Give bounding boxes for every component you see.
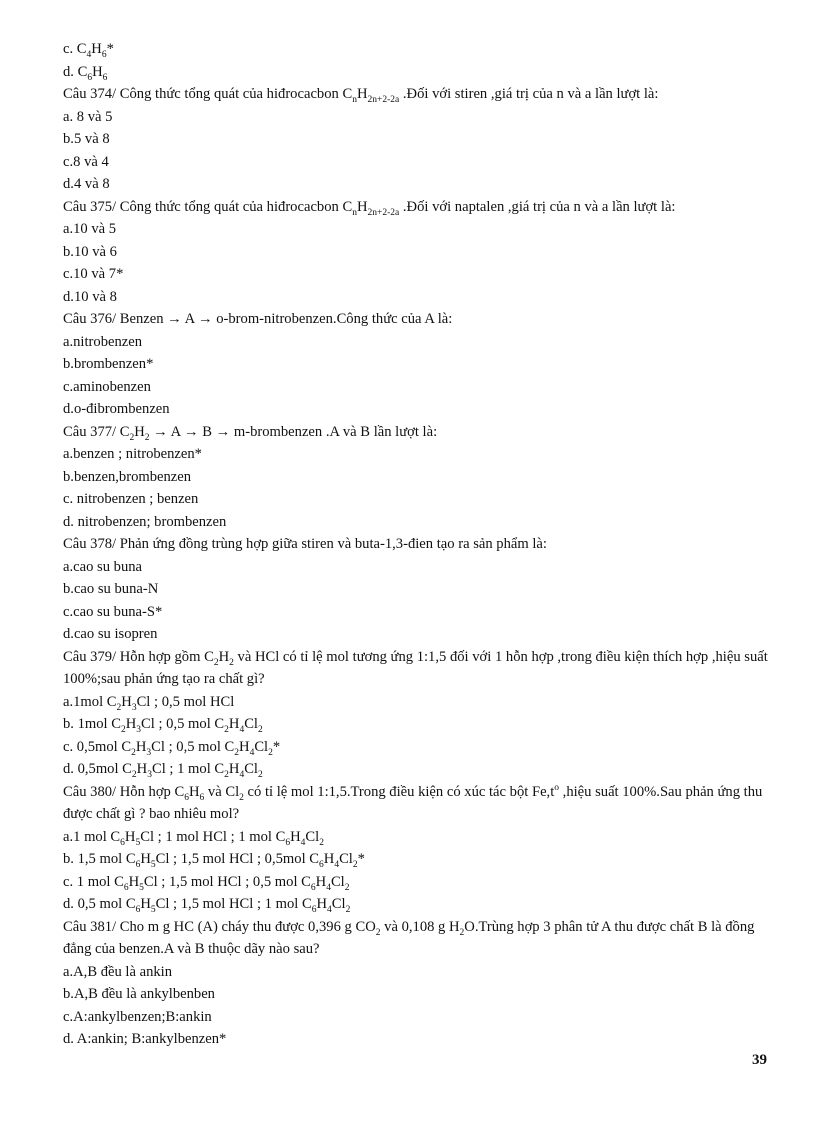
- text-run: H: [315, 873, 327, 890]
- text-run: H: [323, 851, 335, 867]
- text-run: .Đối với stiren ,giá trị của n và a lần lượt là:: [399, 86, 659, 102]
- subscript: 3: [131, 702, 137, 713]
- subscript: 2: [268, 747, 273, 758]
- subscript: 3: [147, 769, 152, 780]
- subscript: 6: [319, 859, 324, 870]
- text-run: Cl ; 1,5 mol HCl ; 0,5mol C: [155, 851, 320, 867]
- text-run: H: [140, 851, 151, 867]
- text-run: Cl: [305, 828, 320, 845]
- text-run: Câu 375/ Công thức tổng quát của hiđrocacbon C: [63, 198, 353, 215]
- text-run: H: [290, 828, 301, 845]
- answer-option: [63, 1028, 783, 1051]
- text-run: H: [128, 873, 140, 890]
- subscript: 5: [150, 859, 156, 870]
- text-run: d. 0,5mol C: [63, 761, 132, 777]
- text-run: H: [356, 198, 368, 215]
- answer-option: [63, 511, 783, 534]
- text-run: b. 1mol C: [63, 716, 121, 732]
- text-run: b. 1,5 mol C: [63, 851, 136, 867]
- subscript: 6: [120, 837, 125, 848]
- text-run: *: [106, 41, 114, 57]
- text-run: a.1mol C: [63, 693, 117, 710]
- answer-option: [63, 758, 783, 781]
- subscript: 2: [116, 702, 122, 713]
- answer-option: [63, 263, 783, 286]
- text-run: Câu 376/ Benzen → A → o-brom-nitrobenzen.Công thức của A là:: [63, 311, 453, 327]
- answer-option: [63, 173, 783, 196]
- text-run: d.4 và 8: [63, 176, 110, 192]
- subscript: 6: [311, 904, 317, 915]
- text-run: có tỉ lệ mol 1:1,5.Trong điều kiện có xúc tác bột Fe,t: [243, 783, 555, 800]
- subscript: 4: [239, 724, 245, 735]
- text-run: Cl ; 0,5 mol C: [141, 716, 225, 732]
- subscript: 6: [123, 882, 129, 893]
- text-run: → A → B → m-brombenzen .A và B lần lượt là:: [149, 423, 438, 440]
- text-run: c. C: [63, 41, 87, 57]
- text-run: ,hiệu suất 100%.Sau phản ứng thu được chất gì ? bao nhiêu mol?: [63, 783, 763, 822]
- answer-option: [63, 128, 783, 151]
- subscript: 2: [131, 747, 136, 758]
- subscript: 6: [135, 859, 141, 870]
- text-run: Câu 379/ Hỗn hợp gồm C: [63, 648, 214, 665]
- question-stem: [63, 83, 783, 106]
- subscript: 2: [319, 837, 324, 848]
- answer-option: [63, 38, 783, 61]
- text-run: Câu 374/ Công thức tổng quát của hiđrocacbon C: [63, 86, 353, 102]
- answer-option: [63, 218, 783, 241]
- text-run: và HCl có tỉ lệ mol tương ứng 1:1,5 đối với 1 hỗn hợp ,trong điều kiện thích hợp ,hiệu suất 100%;sau phản ứng tạo ra chất gì?: [63, 648, 768, 687]
- text-run: b.brombenzen*: [63, 356, 154, 372]
- subscript: 4: [86, 49, 92, 60]
- text-run: a. 8 và 5: [63, 108, 113, 125]
- question-stem: [63, 781, 783, 826]
- page-number: 39: [752, 1052, 767, 1068]
- subscript: 6: [102, 72, 108, 83]
- text-run: d. nitrobenzen; brombenzen: [63, 513, 227, 530]
- subscript: 6: [135, 904, 141, 915]
- answer-option: [63, 601, 783, 624]
- text-run: Câu 380/ Hỗn hợp C: [63, 783, 185, 800]
- subscript: 4: [300, 837, 306, 848]
- subscript: 2: [258, 724, 263, 735]
- subscript: 2: [352, 859, 358, 870]
- subscript: 6: [310, 882, 316, 893]
- text-run: c. 0,5mol C: [63, 738, 132, 755]
- answer-option: [63, 286, 783, 309]
- text-run: a.1 mol C: [63, 828, 121, 845]
- answer-option: [63, 488, 783, 511]
- subscript: 5: [139, 882, 144, 893]
- text-run: Cl: [339, 851, 353, 867]
- text-run: *: [272, 738, 281, 755]
- text-run: a.benzen ; nitrobenzen*: [63, 446, 202, 462]
- subscript: 2: [345, 904, 351, 915]
- subscript: 6: [184, 792, 189, 803]
- text-run: H: [134, 423, 145, 440]
- subscript: 6: [101, 49, 107, 60]
- answer-option: [63, 556, 783, 579]
- text-run: H: [356, 86, 368, 102]
- subscript: 4: [327, 904, 332, 915]
- question-stem: [63, 533, 783, 556]
- text-run: Cl ; 1 mol HCl ; 1 mol C: [140, 828, 286, 845]
- question-stem: [63, 916, 783, 961]
- question-stem: [63, 646, 783, 691]
- text-run: H: [239, 738, 250, 755]
- text-run: c.aminobenzen: [63, 378, 151, 395]
- text-run: Câu 377/ C: [63, 423, 130, 440]
- superscript: o: [554, 782, 560, 793]
- answer-option: [63, 871, 783, 894]
- subscript: 2n+2-2a: [367, 207, 400, 218]
- subscript: 2: [131, 769, 137, 780]
- answer-option: [63, 106, 783, 129]
- text-run: d.10 và 8: [63, 288, 117, 305]
- text-run: Cl: [330, 873, 345, 890]
- text-run: *: [357, 851, 365, 867]
- text-run: Câu 381/ Cho m g HC (A) cháy thu được 0,396 g CO: [63, 918, 376, 935]
- subscript: 2: [224, 769, 229, 780]
- text-run: Cl: [244, 716, 258, 732]
- text-run: c.8 và 4: [63, 153, 109, 170]
- subscript: 3: [146, 747, 152, 758]
- subscript: 2: [459, 927, 465, 938]
- text-run: b.cao su buna-N: [63, 581, 159, 597]
- question-stem: [63, 196, 783, 219]
- answer-option: [63, 241, 783, 264]
- text-run: Cl ; 1 mol C: [151, 761, 225, 777]
- text-run: O.Trùng hợp 3 phân tử A thu được chất B là đồng đẳng của benzen.A và B thuộc dãy nào sau?: [63, 918, 755, 957]
- answer-option: [63, 848, 783, 871]
- text-run: H: [125, 716, 137, 732]
- subscript: 5: [135, 837, 141, 848]
- answer-option: [63, 376, 783, 399]
- text-run: b.A,B đều là ankylbenben: [63, 986, 215, 1002]
- answer-option: [63, 331, 783, 354]
- subscript: 2: [144, 432, 150, 443]
- answer-option: [63, 61, 783, 84]
- answer-option: [63, 578, 783, 601]
- text-run: d.cao su isopren: [63, 626, 158, 642]
- answer-option: [63, 736, 783, 759]
- document-body: [63, 38, 783, 1051]
- text-run: b.5 và 8: [63, 131, 110, 147]
- answer-option: [63, 398, 783, 421]
- text-run: Cl: [331, 896, 346, 912]
- answer-option: [63, 151, 783, 174]
- answer-option: [63, 826, 783, 849]
- text-run: H: [124, 828, 136, 845]
- text-run: Câu 378/ Phản ứng đồng trùng hợp giữa stiren và buta-1,3-đien tạo ra sản phẩm là:: [63, 536, 547, 552]
- subscript: 2: [229, 657, 234, 668]
- text-run: d. C: [63, 63, 88, 80]
- subscript: 2: [234, 747, 240, 758]
- text-run: H: [188, 783, 200, 800]
- text-run: d. A:ankin; B:ankylbenzen*: [63, 1031, 227, 1047]
- subscript: 4: [326, 882, 331, 893]
- subscript: 2: [344, 882, 350, 893]
- text-run: c.10 và 7*: [63, 266, 124, 282]
- text-run: Cl ; 0,5 mol HCl: [136, 693, 235, 710]
- text-run: và 0,108 g H: [380, 918, 460, 935]
- text-run: H: [218, 648, 230, 665]
- text-run: .Đối với naptalen ,giá trị của n và a lần lượt là:: [399, 198, 676, 215]
- subscript: 5: [150, 904, 156, 915]
- text-run: a.cao su buna: [63, 558, 143, 575]
- text-run: c.cao su buna-S*: [63, 603, 163, 620]
- text-run: H: [136, 761, 148, 777]
- subscript: n: [352, 207, 357, 218]
- text-run: H: [121, 693, 132, 710]
- text-run: Cl: [244, 761, 258, 777]
- answer-option: [63, 713, 783, 736]
- subscript: 2: [129, 432, 135, 443]
- text-run: H: [92, 63, 103, 80]
- text-run: c. 1 mol C: [63, 873, 124, 890]
- answer-option: [63, 466, 783, 489]
- text-run: H: [228, 716, 240, 732]
- subscript: 6: [285, 837, 291, 848]
- text-run: b.benzen,brombenzen: [63, 468, 192, 485]
- subscript: 2: [375, 927, 381, 938]
- answer-option: [63, 443, 783, 466]
- subscript: 4: [239, 769, 245, 780]
- text-run: H: [316, 896, 328, 912]
- subscript: 6: [199, 792, 205, 803]
- subscript: 2: [257, 769, 263, 780]
- text-run: H: [228, 761, 240, 777]
- subscript: 2: [120, 724, 126, 735]
- text-run: Cl ; 0,5 mol C: [151, 738, 235, 755]
- answer-option: [63, 623, 783, 646]
- subscript: 2: [239, 792, 244, 803]
- text-run: d. 0,5 mol C: [63, 896, 136, 912]
- text-run: a.nitrobenzen: [63, 333, 143, 350]
- answer-option: [63, 1006, 783, 1029]
- subscript: n: [352, 94, 357, 105]
- text-run: Cl ; 1,5 mol HCl ; 1 mol C: [155, 896, 312, 912]
- text-run: và Cl: [204, 783, 240, 800]
- subscript: 4: [249, 747, 255, 758]
- subscript: 6: [87, 72, 93, 83]
- text-run: c.A:ankylbenzen;B:ankin: [63, 1008, 212, 1025]
- text-run: H: [91, 41, 102, 57]
- subscript: 2: [224, 724, 229, 735]
- subscript: 2: [213, 657, 219, 668]
- answer-option: [63, 893, 783, 916]
- text-run: Cl ; 1,5 mol HCl ; 0,5 mol C: [143, 873, 311, 890]
- subscript: 3: [136, 724, 142, 735]
- answer-option: [63, 353, 783, 376]
- text-run: a.10 và 5: [63, 221, 117, 237]
- answer-option: [63, 961, 783, 984]
- subscript: 4: [334, 859, 340, 870]
- text-run: H: [140, 896, 151, 912]
- text-run: a.A,B đều là ankin: [63, 963, 173, 980]
- text-run: d.o-đibrombenzen: [63, 401, 170, 417]
- question-stem: [63, 421, 783, 444]
- text-run: b.10 và 6: [63, 243, 117, 260]
- answer-option: [63, 983, 783, 1006]
- text-run: c. nitrobenzen ; benzen: [63, 491, 199, 507]
- text-run: H: [135, 738, 147, 755]
- answer-option: [63, 691, 783, 714]
- subscript: 2n+2-2a: [367, 94, 400, 105]
- question-stem: [63, 308, 783, 331]
- text-run: Cl: [254, 738, 269, 755]
